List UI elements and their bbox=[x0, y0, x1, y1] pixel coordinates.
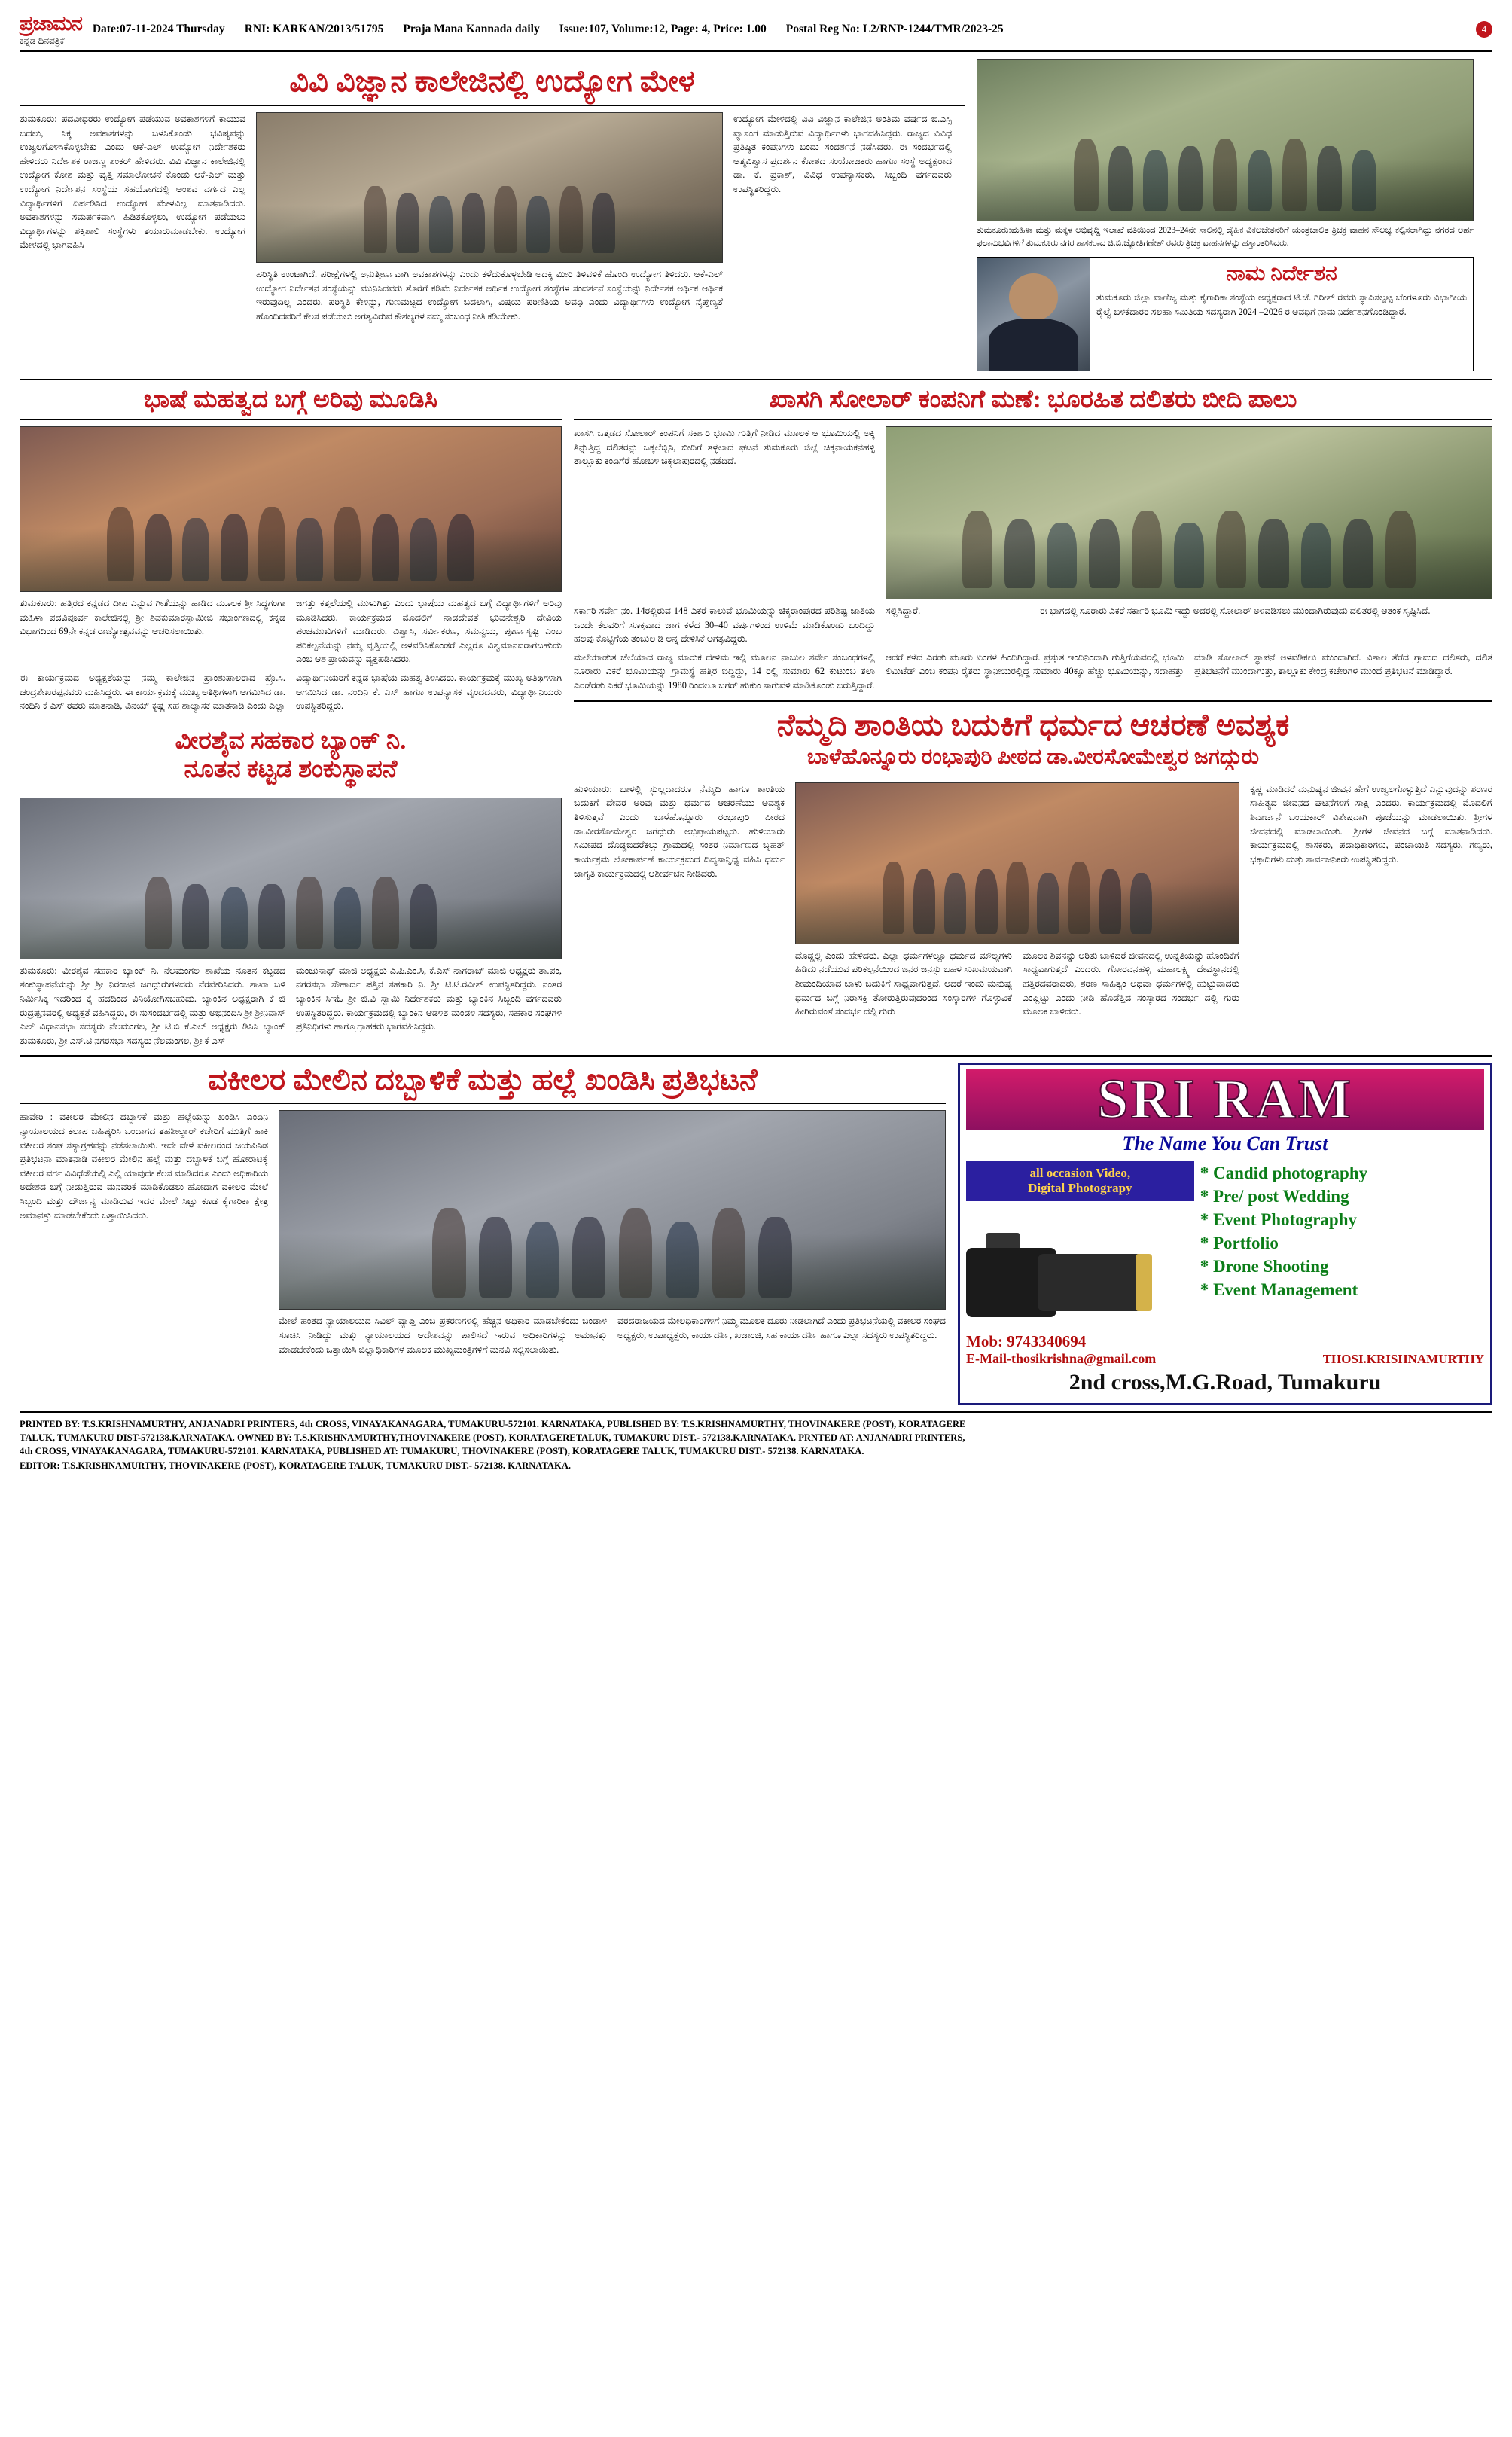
imprint-line-3: 4th CROSS, VINAYAKANAGARA, TUMAKURU-572101. KARNATAKA, PUBLISHED AT: TUMAKURU, THOVINAKERE (POST), KORATAGERE TALUK, TUMAKURU DIST.- 572138. KARNATAKA. bbox=[20, 1446, 864, 1457]
ad-handle: THOSI.KRISHNAMURTHY bbox=[1322, 1351, 1484, 1366]
dharma-headline: ನೆಮ್ಮದಿ ಶಾಂತಿಯ ಬದುಕಿಗೆ ಧರ್ಮದ ಆಚರಣೆ ಅವಶ್ಯಕ bbox=[776, 707, 1290, 742]
dharma-col-1: ಹುಳಿಯಾರು: ಬಾಳಲ್ಲಿ ಸ್ಫುಲ್ಲದಾದರೂ ನೆಮ್ಮದಿ ಹಾಗೂ ಶಾಂತಿಯ ಬದುಕಿಗೆ ದೇವರ ಅರಿವು ಮತ್ತು ಧರ್ಮದ ಆಚರಣೆಯು ಅವಶ್ಯಕ ತಿಳಿಸುತ್ತವೆ ಎಂದು ಬಾಳೆಹೊನ್ನೂರು ರಂಭಾಪುರಿ ಪೀಠದ ಡಾ.ವೀರಸೋಮೇಶ್ವರ ಜಗದ್ಗುರು ಅಭಿಪ್ರಾಯಪಟ್ಟರು. ಹುಳಿಯಾರು ಸಮೀಪದ ದೊಡ್ಡಬಿದರೆಕಲ್ಲು ಗ್ರಾಮದಲ್ಲಿ ಸಂತರ ನಿರ್ಮಾಣದ ಬೃಹತ್ ಕಾರ್ಯಕ್ರಮ ಲೋಕಾರ್ಪಣೆ ಕಾರ್ಯಕ್ರಮದ ದಿವ್ಯಸಾನ್ನಿಧ್ಯ ವಹಿಸಿ ಧರ್ಮ ಜಾಗೃತಿ ಕಾರ್ಯಕ್ರಮದಲ್ಲಿ ಆಶೀರ್ವಚನ ನೀಡಿದರು. bbox=[574, 783, 785, 879]
logo-main-text: ಪ್ರಜಾಮನ bbox=[20, 12, 82, 35]
ad-badge-line-2: Digital Photograpy bbox=[1028, 1181, 1132, 1196]
divider bbox=[574, 700, 1492, 702]
appointment-title: ನಾಮ ನಿರ್ದೇಶನ bbox=[1226, 262, 1337, 286]
ad-service-item: * Drone Shooting bbox=[1200, 1257, 1329, 1276]
ad-service-item: * Event Photography bbox=[1200, 1210, 1358, 1230]
ad-service-item: * Candid photography bbox=[1200, 1164, 1368, 1183]
lead-col-1: ತುಮಕೂರು: ಪದವೀಧರರು ಉದ್ಯೋಗ ಪಡೆಯುವ ಅವಕಾಶಗಳಿಗೆ ಕಾಯುವ ಬದಲು, ಸಿಕ್ಕ ಅವಕಾಶಗಳನ್ನು ಬಳಸಿಕೊಂಡು ಭವಿಷ್ಯವನ್ನು ಉಜ್ವಲಗೊಳಿಸಿಕೊಳ್ಳಬೇಕು ಎಂದು ಆಕೆ-ಎಲ್ ಉದ್ಯೋಗ ನಿರ್ದೇಶಕರು ಹೇಳಿದರು ನಿರ್ದೇಶಕ ರಾಜಣ್ಣ ಶಂಕರ್ ಹೇಳಿದರು. ವಿವಿ ವಿಜ್ಞಾನ ಕಾಲೇಜಿನಲ್ಲಿ ಉದ್ಯೋಗ ಕೋಶ ಮತ್ತು ವೃತ್ತಿ ಸಮಾಲೋಚನೆ ಕೊಂಡು ಆಕೆ-ಎಲ್ ಮತ್ತು ಉದ್ಯೋಗ ನಿರ್ದೇಶನ ಸಂಸ್ಥೆಯ ಸಹಯೋಗದಲ್ಲಿ ಅಂಶವ ವರ್ಗದ ಎಲ್ಲ ವಿದ್ಯಾರ್ಥಿಗಳಿಗೆ ಏರ್ಪಡಿಸಿದ ಉದ್ಯೋಗ ಮೇಳವಿಲ್ಲ ಮಾತನಾಡಿದರು. ಅವಕಾಶಗಳನ್ನು ಸಮರ್ಪಕವಾಗಿ ಹಿಡಿತಕೊಳ್ಳಲು, ಉದ್ಯೋಗ ಪಡೆಯಲು ವಿದ್ಯಾರ್ಥಿಗಳನ್ನು ಶಕ್ತಿಶಾಲಿ ಸಂಸ್ಥೆಗಳು ತಯಾರುಮಾಡಬೇಕು. ಉದ್ಯೋಗ ಮೇಳದಲ್ಲಿ ಭಾಗವಹಿಸಿ bbox=[20, 114, 245, 251]
ad-mobile[interactable]: Mob: 9743340694 bbox=[966, 1331, 1087, 1350]
solar-col-3: ಮಲೆಯಾಡುತ ಚೆಲೆಯಾದ ರಾಜ್ಯ ಮಾರುಕ ದೇಳಿಮ ಇಲ್ಲಿ ಮೂಲನ ನಾಬುಲ ಸರ್ವೇ ಸಂಬಂಧಗಳಲ್ಲಿ ನೂರಾರು ಎಕರೆ ಭೂಮಿಯನ್ನು ಗ್ರಾಮಸ್ಥೆ ಹತ್ತಿರ ಬಿದ್ದಿದ್ದು, 14 ರಲ್ಲಿ ಸುಮಾರು 62 ಕುಟುಂಬ ತಲಾ ಎರಡೆರಡು ಎಕರೆ ಭೂಮಿಯನ್ನು 1980 ರಿಂದಲೂ ಬಗರ್ ಹುಕುಂ ಸಾಗುವಳಿ ಮಾಡಿಕೊಂಡು ಬರುತ್ತಿದ್ದಾರೆ. bbox=[574, 651, 875, 691]
advertisement-sri-ram[interactable] bbox=[958, 1063, 1492, 1405]
lead-columns bbox=[20, 112, 965, 323]
divider bbox=[574, 419, 1492, 420]
publication-name: Praja Mana Kannada daily bbox=[403, 23, 540, 35]
ad-badge bbox=[966, 1161, 1194, 1201]
lead-right-block bbox=[977, 59, 1474, 371]
solar-col-2: ಸರ್ಕಾರಿ ಸರ್ವೇ ನಂ. 14ರಲ್ಲಿರುವ 148 ಎಕರೆ ಕಾಲುವೆ ಭೂಮಿಯನ್ನು ಚಿಕ್ಕರಾಂಪುರದ ಪರಿಶಿಷ್ಟ ಜಾತಿಯ ಒಂದೇ ಕೆಲವರಿಗೆ ಸೂಕ್ತವಾದ ಜಾಗ ಕಳೆದ 30–40 ವರ್ಷಗಳಿಂದ ಉಳಿಮೆ ಮಾಡಿಕೊಂಡು ಬಂದಿದ್ದು ಹಲವು ಕೊಟ್ಟಿಗೆಯ ತಂಬುಲ ಡಿ ಅನ್ನ ದೇಳಿಸಿಕೆ ಅಗತ್ಯವಿದ್ದರು. bbox=[574, 605, 875, 645]
dharma-col-2: ದೊಡ್ಡಲ್ಲಿ ಎಂದು ಹೇಳಿದರು. ಎಲ್ಲಾ ಧರ್ಮಗಳಲ್ಲೂ ಧರ್ಮದ ಮೌಲ್ಯಗಳು ಹಿಡಿದು ನಡೆಯುವ ಪರಿಕಲ್ಪನೆಯಿಂದ ಜನರ ಜನಸ್ಸು ಬಹಳ ಸುಖಮಯವಾಗಿ ಶೀಮಂದಿಯಾದ ಬಾಳು ಬದುಕಿಗೆ ಸಾಧ್ಯವಾಗುತ್ತದೆ. ಆದರೆ ಇಂದು ಮನುಷ್ಯ ಧರ್ಮದ ಬಗ್ಗೆ ನಿರಾಸಕ್ತಿ ತೋರುತ್ತಿರುವುದರಿಂದ ಸಂಸ್ಕಾರಗಳ ಗೊಳ್ಳುವಿಕೆ ಹೀಗಿರುವಂತೆ ಸಂದರ್ಭ ದಲ್ಲಿ ಗುರು bbox=[795, 950, 1012, 1017]
solar-headline: ಖಾಸಗಿ ಸೋಲಾರ್ ಕಂಪನಿಗೆ ಮಣೆ: ಭೂರಹಿತ ದಲಿತರು ಬೀದಿ ಪಾಲು bbox=[769, 386, 1297, 414]
masthead bbox=[20, 14, 1492, 52]
ad-service-item: * Portfolio bbox=[1200, 1234, 1279, 1253]
rni-number: RNI: KARKAN/2013/51795 bbox=[244, 23, 384, 35]
solar-caption-left: ಸಲ್ಲಿಸಿದ್ದಾರೆ. bbox=[886, 605, 921, 616]
story-language bbox=[20, 386, 562, 1048]
ad-title: SRI RAM bbox=[966, 1069, 1484, 1130]
ad-tagline: The Name You Can Trust bbox=[1122, 1133, 1328, 1155]
solar-col-1: ಖಾಸಗಿ ಒತ್ತಡದ ಸೋಲಾರ್ ಕಂಪನಿಗೆ ಸರ್ಕಾರಿ ಭೂಮಿ ಗುತ್ತಿಗೆ ನೀಡಿದ ಮೂಲಕ ಆ ಭೂಮಿಯಲ್ಲಿ ಅಕ್ಕಿ ತಿನ್ನುತ್ತಿದ್ದ ದಲಿತರನ್ನು ಒಕ್ಕಲೆಬ್ಬಿಸಿ, ಬೀದಿಗೆ ತಳ್ಳಲಾದ ಘಟನೆ ತುಮಕೂರು ಜಿಲ್ಲೆ ಚಿಕ್ಕನಾಯಕನಹಳ್ಳಿ ತಾಲ್ಲೂಕು ಕಂದಿಗೆರೆ ಹೋಬಳಿ ಚಿಕ್ಕಲಾಪುರದಲ್ಲಿ ನಡೆದಿದೆ. bbox=[574, 428, 875, 467]
protest-col-1: ಹಾವೇರಿ : ವಕೀಲರ ಮೇಲಿನ ದಬ್ಬಾಳಿಕೆ ಮತ್ತು ಹಲ್ಲೆಯನ್ನು ಖಂಡಿಸಿ ಎಂದಿನಿ ನ್ಯಾಯಾಲಯದ ಕಲಾಪ ಬಹಿಷ್ಕರಿಸಿ ಬಂದಾಗದ ತಹಶೀಲ್ದಾರ್ ಕಚೇರಿಗೆ ಮುತ್ತಿಗೆ ಹಾಕಿ ವಕೀಲರ ಸಂಘ ಸತ್ಯಾಗ್ರಹವನ್ನು ನಡೆಸಲಾಯಿತು. ಇದೇ ವೇಳೆ ವಕೀಲರಂದ ಜಯಪಿಸಿಡ ಪ್ರತಿಭಟನಾ ಮಾತನಾಡಿ ವಕೀಲರ ಮೇಲಿನ ಹಲ್ಲೆ ಮತ್ತು ದಬ್ಬಾಳಿಕೆ ಬಗ್ಗೆ ಹೋರಾಟಕ್ಕೆ ವಕೀಲರ ವರ್ಗ ವಿವಿಧೆಡೆಯಲ್ಲಿ ಎಲ್ಲಿ ಯಾವುದೇ ಕೆಲಸ ಮಾಡಿದರೂ ಎಂದು ಅಧಿಕಾರಿಯ ಅದೇಶದ ಬಗ್ಗೆ ನೀಡುತ್ತಿರುವ ಮನವರಿಕೆ ಮಾಡಿಕೊಡಲು ಹೋದಾಗ ವಕೀಲರ ಮೇಲೆ ಸಿಬ್ಬಂದಿ ಮತ್ತು ದೌರ್ಜನ್ಯ ಮಾಡಿರುವ ಇದರ ಮೇಲೆ ಸಿಟ್ಟು ಕೂಡ ಕೈಗಾರಿಕಾ ಕ್ಷೇತ್ರ ಅಮಾನತ್ತು ಮಾಡಬೇಕೆಂದು ಒತ್ತಾಯಿಸಿದರು. bbox=[20, 1112, 268, 1221]
appointee-portrait bbox=[977, 258, 1090, 371]
language-headline: ಭಾಷೆ ಮಹತ್ವದ ಬಗ್ಗೆ ಅರಿವು ಮೂಡಿಸಿ bbox=[143, 386, 438, 414]
language-body-2: ಜಗತ್ತು ಕತ್ತಲೆಯಲ್ಲಿ ಮುಳುಗಿತ್ತು ಎಂದು ಭಾಷೆಯ ಮಹತ್ವದ ಬಗ್ಗೆ ವಿದ್ಯಾರ್ಥಿಗಳಿಗೆ ಅರಿವು ಮೂಡಿಸಿದರು. ಕಾರ್ಯಕ್ರಮದ ಮೊದಲಿಗೆ ನಾಡದೇವತೆ ಭುವನೇಶ್ವರಿ ದೇವಿಯ ಪಂಚಮುಖಿಗಳಿಗೆ ಮಾಡಿದರು. ವಿಶ್ವಾಸಿ, ಸರ್ವೀಕರಣ, ಸಮನ್ವಯ, ಪೂರ್ಣಸೃಷ್ಟಿ ಎಂಬ ಪರಿಕಲ್ಪನೆಯನ್ನು ನಮ್ಮ ವೃತ್ತಿಯಲ್ಲಿ ಅಳವಡಿಸಿಕೊಂಡರೆ ಎಲ್ಲರೂ ವಿಶ್ವಮಾನವರಾಗಬಹುದು ಎಂಬ ಆಶ ಪ್ರಾಯವನ್ನು ವ್ಯಕ್ತಪಡಿಸಿದರು. bbox=[296, 598, 562, 665]
imprint-line-2: TALUK, TUMAKURU DIST-572138.KARNATAKA. OWNED BY: T.S.KRISHNAMURTHY,THOVINAKERE (POST), KORATAGERETALUK, TUMAKURU DIST.- 572138.KARNATAKA. PRNTED AT: ANJANADRI PRINTERS, bbox=[20, 1432, 965, 1444]
dharma-col-3: ಮೂಲಕ ಶಿವನನ್ನು ಅರಿತು ಬಾಳಿದರೆ ಜೀವನದಲ್ಲಿ ಉನ್ನತಿಯನ್ನು ಹೊಂದಿಕೆಗೆ ಸಾಧ್ಯವಾಗುತ್ತದೆ ಎಂದರು. ಗೋರವನಹಳ್ಳಿ ಮಹಾಲಕ್ಷ್ಮಿ ದೇವಸ್ಥಾನದಲ್ಲಿ ಹತ್ತಿರದವರಾದರು, ಶರಣ ಸಾಹಿತ್ಯಂ ಅಥವಾ ಧರ್ಮಗಳಲ್ಲಿ ಹುಟ್ಟುವಾದರು ಎಂಪ್ಲಿಟ್ಟು ಎಂದು ನೀಡಿ ಹೊಡೆತ್ತಿದ ಸಂಸ್ಕಾರದ ಸಂದರ್ಭ ದಲ್ಲಿ ಗುರು ಮೂಲಕ ಬಾಳಿದರು. bbox=[1023, 950, 1239, 1017]
camera-icon bbox=[966, 1212, 1162, 1325]
lead-headline: ವಿವಿ ವಿಜ್ಞಾನ ಕಾಲೇಜಿನಲ್ಲಿ ಉದ್ಯೋಗ ಮೇಳ bbox=[289, 64, 695, 98]
imprint-line-1: PRINTED BY: T.S.KRISHNAMURTHY, ANJANADRI PRINTERS, 4th CROSS, VINAYAKANAGARA, TUMAKURU-572101. KARNATAKA, PUBLISHED BY: T.S.KRISHNAMURTHY, THOVINAKERE (POST), KORATAGERE bbox=[20, 1418, 966, 1429]
protest-headline: ವಕೀಲರ ಮೇಲಿನ ದಬ್ಬಾಳಿಕೆ ಮತ್ತು ಹಲ್ಲೆ ಖಂಡಿಸಿ ಪ್ರತಿಭಟನೆ bbox=[208, 1063, 758, 1097]
story-protest bbox=[20, 1063, 946, 1405]
lead-col-2: ಪರಿಸ್ಥಿತಿ ಉಂಟಾಗಿದೆ. ಪರೀಕ್ಷೆಗಳಲ್ಲಿ ಅನುತ್ತೀರ್ಣವಾಗಿ ಅವಕಾಶಗಳನ್ನು ಎಂದು ಕಳೆದುಕೊಳ್ಳಬೇಡಿ ಅದಕ್ಕಿ ಮೀರಿ ತಿಳಿವಳಿಕೆ ಹೊಂದಿ ಉದ್ಯೋಗ ತಿಳಿದರು. ಆಕೆ-ಎಲ್ ಉದ್ಯೋಗ ನಿರ್ದೇಶನ ಸಂಸ್ಥೆಯನ್ನು ಮುನಿಸಿದವರು ತೊರೆಗೆ ಕಡಿಮೆ ನಿರ್ದೇಶಕ ಅರ್ಥಿಕ ಉದ್ಯೋಗ ಸಂಸ್ಥೆಗಳ ಸಂದರ್ಶನೆ ಸಂಸ್ಥೆಯನ್ನು ನಿರ್ದೇಶಕ ಅರ್ಥಿಕ ಆರ್ಥಿಕ ಇರುವುದಿಲ್ಲ ಎಂದರು. ಪರಿಸ್ಥಿತಿ ಕೇಳಿನ್ನು, ಗುಣಮಟ್ಟದ ಉದ್ಯೋಗ ಬದಲಾಗಿ, ವಿಷಯ ಪರಿಣಿತಿಯ ಅವಧಿ ಎಂದು ವಿದ್ಯಾರ್ಥಿಗಳು ಉದ್ಯೋಗ ನೈಪುಣ್ಯತೆ ಹೊಂದಿದವರಿಗೆ ಕೆಲಸ ಪಡೆಯಲು ಅಗತ್ಯವಿರುವ ಕೌಶಲ್ಯಗಳ ನಮ್ಮ ಸಂಬಂಧ ನೀತಿ ಕಡಿಯೇಕು. bbox=[256, 269, 723, 322]
publication-date: Date:07-11-2024 Thursday bbox=[92, 23, 225, 35]
ad-services-list bbox=[1200, 1161, 1484, 1301]
appointment-box bbox=[977, 257, 1474, 371]
masthead-info-line bbox=[93, 23, 1465, 36]
ad-email[interactable]: E-Mail-thosikrishna@gmail.com bbox=[966, 1350, 1157, 1366]
page-number-badge: 4 bbox=[1476, 21, 1492, 38]
lead-photo-col bbox=[256, 112, 723, 323]
issue-info: Issue:107, Volume:12, Page: 4, Price: 1.00 bbox=[559, 23, 767, 35]
dharma-subheadline: ಬಾಳೆಹೊನ್ನೂರು ರಂಭಾಪುರಿ ಪೀಠದ ಡಾ.ವೀರಸೋಮೇಶ್ವರ ಜಗದ್ಗುರು bbox=[806, 745, 1260, 769]
publication-logo bbox=[20, 14, 82, 45]
divider bbox=[20, 419, 562, 420]
divider bbox=[20, 1055, 1492, 1057]
second-row bbox=[20, 386, 1492, 1048]
ad-service-item: * Event Management bbox=[1200, 1280, 1358, 1300]
imprint-footer bbox=[20, 1411, 1492, 1472]
ad-badge-line-1: all occasion Video, bbox=[1029, 1166, 1131, 1181]
postal-reg: Postal Reg No: L2/RNP-1244/TMR/2023-25 bbox=[785, 23, 1004, 35]
dalit-protest-photo bbox=[886, 426, 1492, 599]
divider bbox=[20, 1103, 946, 1104]
bank-col-1: ತುಮಕೂರು: ವೀರಶೈವ ಸಹಕಾರ ಬ್ಯಾಂಕ್ ನಿ. ನೆಲಮಂಗಲ ಶಾಖೆಯ ನೂತನ ಕಟ್ಟಡದ ಶಂಕುಸ್ಥಾಪನೆಯನ್ನು ಶ್ರೀ ಶ್ರೀ ನಿರಂಜನ ಜಗದ್ಗುರುಗಳವರು ನೆರವೇರಿಸಿದರು. ಶಾಖಾ ಬಳಿ ನಿರ್ಮಿಸಿಕ್ಕ ಇದರಿಂದ ಕೈ ಹದದಿಂದ ವಿನಿಯೋಗಿಸಬಹುದು. ಬ್ಯಾಂಕಿನ ಅಧ್ಯಕ್ಷರಾಗಿ ಕೆ ಜಿ ರುದ್ರಪ್ಪನವರಲ್ಲಿ ಅಧ್ಯಕ್ಷತೆ ವಹಿಸಿದ್ದರು, ಈ ಸುಸಂದರ್ಭದಲ್ಲಿ ಮತ್ತು ಅಭಿನಂದಿಸಿ ಶ್ರೀ ಶ್ರೀನಿವಾಸ್ ಎಲ್ ವಿಧಾನಸಭಾ ಸದಸ್ಯರು ನೆಲಮಂಗಲ, ಶ್ರೀ ಟಿ.ಬಿ ಕೆ.ಎಲ್ ಅಧ್ಯಕ್ಷರು ಡಿಸಿಸಿ ಬ್ಯಾಂಕ್ ತುಮಕೂರು, ಶ್ರೀ ಎಸ್.ಟಿ ನಗರಸಭಾ ಸದಸ್ಯರು ನೆಲಮಂಗಲ, ಶ್ರೀ ಕೆ ಎಸ್ bbox=[20, 965, 285, 1046]
tricycle-photo-caption: ತುಮಕೂರು:ಮಹಿಳಾ ಮತ್ತು ಮಕ್ಕಳ ಅಭಿವೃದ್ಧಿ ಇಲಾಖೆ ವತಿಯಿಂದ 2023–24ನೇ ಸಾಲಿನಲ್ಲಿ ದೈಹಿಕ ವಿಕಲಚೇತನರಿಗೆ ಯಂತ್ರಚಾಲಿತ ತ್ರಿಚಕ್ರ ವಾಹನ ಸೌಲಭ್ಯ ಕಲ್ಪಿಸಲಾಗಿದ್ದು ನಗರದ ಅರ್ಹ ಫಲಾನುಭವಿಗಳಿಗೆ ತುಮಕೂರು ನಗರ ಶಾಸಕರಾದ ಜಿ.ಬಿ.ಜ್ಯೋತಿಗಣೇಶ್ ರವರು ತ್ರಿಚಕ್ರ ವಾಹನಗಳನ್ನು ಹಸ್ತಾಂತರಿಸಿದರು. bbox=[977, 226, 1474, 248]
bank-col-2: ಮಂಜುನಾಥ್ ಮಾಜಿ ಅಧ್ಯಕ್ಷರು ಎ.ಪಿ.ಎಂ.ಸಿ, ಕೆ.ಎಸ್ ನಾಗರಾಜ್ ಮಾಜಿ ಅಧ್ಯಕ್ಷರು ತಾ.ಪಂ, ನಗರಸಭಾ ಸೌಹಾರ್ದ ಪತ್ತಿನ ಸಹಕಾರಿ ನಿ. ಶ್ರೀ ಟಿ.ಟಿ.ರವೀಶ್ ಉಪಸ್ಥಿತರಿದ್ದರು. ನಂತರ ಬ್ಯಾಂಕಿನ ಸಿಇಓ ಶ್ರೀ ಜಿ.ವಿ ಸ್ವಾಮಿ ನಿರ್ದೇಶಕರು ಮತ್ತು ಬ್ಯಾಂಕಿನ ಸಿಬ್ಬಂದಿ ವರ್ಗದವರು ಉಪಸ್ಥಿತರಿದ್ದರು. ಕಾರ್ಯಕ್ರಮದಲ್ಲಿ ಬ್ಯಾಂಕಿನ ಆಡಳಿತ ಮಂಡಳಿ ಸದಸ್ಯರು, ಸಹಕಾರ ಸಂಘಗಳ ಪ್ರತಿನಿಧಿಗಳು ಹಾಗೂ ಗ್ರಾಹಕರು ಭಾಗವಹಿಸಿದ್ದರು. bbox=[296, 965, 562, 1032]
lead-left-block bbox=[20, 59, 965, 371]
bank-foundation-photo bbox=[20, 798, 562, 959]
lead-photo-lamp-lighting bbox=[256, 112, 723, 263]
appointment-text: ತುಮಕೂರು ಜಿಲ್ಲಾ ವಾಣಿಜ್ಯ ಮತ್ತು ಕೈಗಾರಿಕಾ ಸಂಸ್ಥೆಯ ಅಧ್ಯಕ್ಷರಾದ ಟಿ.ಜೆ. ಗಿರೀಶ್ ರವರು ಸ್ಥಾಪಿಸಲ್ಪಟ್ಟ ಬೆಂಗಳೂರು ವಿಭಾಗೀಯ ರೈಲ್ವೆ ಬಳಕೆದಾರರ ಸಲಹಾ ಸಮಿತಿಯ ಸದಸ್ಯರಾಗಿ 2024 –2026 ರ ಅವಧಿಗೆ ನಾಮ ನಿರ್ದೇಶನಗೊಂಡಿದ್ದಾರೆ. bbox=[1096, 292, 1467, 317]
solar-caption-right: ಈ ಭಾಗದಲ್ಲಿ ಸೂರಾರು ಎಕರೆ ಸರ್ಕಾರಿ ಭೂಮಿ ಇದ್ದು ಅದರಲ್ಲಿ ಸೋಲಾರ್ ಅಳವಡಿಸಲು ಮುಂದಾಗಿರುವುದು ದಲಿತರಲ್ಲಿ ಆತಂಕ ಸೃಷ್ಟಿಸಿದೆ. bbox=[1039, 605, 1431, 616]
imprint-line-4: EDITOR: T.S.KRISHNAMURTHY, THOVINAKERE (POST), KORATAGERE TALUK, TUMAKURU DIST.- 572138. KARNATAKA. bbox=[20, 1459, 572, 1471]
dharma-col-4: ಕೃಷ್ಣ ಮಾಡಿದರೆ ಮನುಷ್ಯನ ಜೀವನ ಹೇಗೆ ಉಜ್ವಲಗೊಳ್ಳುತ್ತಿದೆ ಎನ್ನುವುದನ್ನು ಶರಣರ ಸಾಹಿತ್ಯದ ಜೀವನದ ಘಟನೆಗಳಿಗೆ ಸಾಕ್ಷಿ ಎಂದರು. ಕಾರ್ಯಕ್ರಮದಲ್ಲಿ ಮೊದಲಿಗೆ ಶಿವಾರ್ಚನೆ ಬಂಯಕಾರ್ ವಿಶೇಷವಾಗಿ ಪೂಜೆಯನ್ನು ಮಾಡಲಾಯಿತು. ಶ್ರೀಗಳ ಜೀವನದಲ್ಲಿ ಮಾಡಲಾಯಿತು. ಶ್ರೀಗಳ ಜೀವನದ ಬಗ್ಗೆ ಮಾತನಾಡಿದರು. ಕಾರ್ಯಕ್ರಮದಲ್ಲಿ ಶಾಸಕರು, ಪದಾಧಿಕಾರಿಗಳು, ಪಂಚಾಯಿತಿ ಸದಸ್ಯರು, ಗಣ್ಯರು, ಭಕ್ತಾದಿಗಳು ಮತ್ತು ಸಾರ್ವಜನಿಕರು ಉಪಸ್ಥಿತರಿದ್ದರು. bbox=[1250, 783, 1492, 865]
kannada-rajyotsava-photo bbox=[20, 426, 562, 592]
divider bbox=[20, 379, 1492, 380]
protest-col-3: ವರದರಾಜಯದ ಮೇಲಧಿಕಾರಿಗಳಿಗೆ ನಿಮ್ಮ ಮೂಲಕ ದೂರು ನೀಡಲಾಗಿದೆ ಎಂದು ಪ್ರತಿಭಟನೆಯಲ್ಲಿ ವಕೀಲರ ಸಂಘದ ಅಧ್ಯಕ್ಷರು, ಉಪಾಧ್ಯಕ್ಷರು, ಕಾರ್ಯದರ್ಶಿ, ಖಜಾಂಚಿ, ಸಹ ಕಾರ್ಯದರ್ಶಿ ಹಾಗೂ ಎಲ್ಲಾ ಸದಸ್ಯರು ಉಪಸ್ಥಿತರಿದ್ದರು. bbox=[617, 1316, 946, 1341]
language-caption: ತುಮಕೂರು: ಹತ್ತಿರದ ಕನ್ನಡದ ದೀಪ ಎನ್ನುವ ಗೀತೆಯನ್ನು ಹಾಡಿದ ಮೂಲಕ ಶ್ರೀ ಸಿದ್ಧಗಂಗಾ ಮಹಿಳಾ ಪದವಿಪೂರ್ವ ಕಾಲೇಜಿನಲ್ಲಿ ಶ್ರೀ ಶಿವಕುಮಾರಸ್ವಾಮೀಜಿ ಸಭಾಂಗಣದಲ್ಲಿ ಕನ್ನಡ ವಿಭಾಗದಿಂದ 69ನೇ ಕನ್ನಡ ರಾಜ್ಯೋತ್ಸವವನ್ನು ಆಚರಿಸಲಾಯಿತು. bbox=[20, 598, 285, 637]
tricycle-handover-photo bbox=[977, 59, 1474, 221]
divider bbox=[20, 105, 965, 106]
bank-headline-line2: ನೂತನ ಕಟ್ಟಡ ಶಂಕುಸ್ಥಾಪನೆ bbox=[184, 755, 398, 783]
solar-col-4: ಆದರೆ ಕಳೆದ ಎರಡು ಮೂರು ಏಂಗಳ ಹಿಂದಿಗಿದ್ದಾರೆ. ಪ್ರಸ್ತುತ ಇಂದಿನಿಂದಾಗಿ ಗುತ್ತಿಗೆಯವರಲ್ಲಿ ಭೂಮಿ ಲಿಮಿಟೆಡ್ ಎಂಬ ಕಂಪನಿ ರೈತರು ಸ್ಥಾನೀಯರಲ್ಲಿದ್ದ ಸುಮಾರು 40ಕ್ಕೂ ಹೆಚ್ಚು ಭೂಮಿಯನ್ನು, ಸದಾಹತ್ತು ಮಾಡಿ ಸೋಲಾರ್ ಸ್ಥಾಪನೆ ಅಳವಡಿಕಲು ಮುಂದಾಗಿದೆ. ವಿಶಾಲ ತೆರೆದ ಗ್ರಾಮದ ದಲಿತರು, ದಲಿತ ಪ್ರತಿಭಟನೆಗೆ ಮುಂದಾಗುತ್ತು, ತಾಲ್ಲೂಕು ಕೇಂದ್ರ ಕಚೇರಿಗಳ ಮುಂದೆ ಪ್ರತಿಭಟನೆ ಮಾಡಿದ್ದಾರೆ. bbox=[886, 651, 1492, 677]
ad-service-item: * Pre/ post Wedding bbox=[1200, 1187, 1349, 1206]
ad-address: 2nd cross,M.G.Road, Tumakuru bbox=[1068, 1369, 1382, 1395]
story-solar bbox=[574, 386, 1492, 1048]
logo-sub-text: ಕನ್ನಡ ದಿನಪತ್ರಿಕೆ bbox=[20, 35, 65, 46]
lead-col-3: ಉದ್ಯೋಗ ಮೇಳದಲ್ಲಿ ವಿವಿ ವಿಜ್ಞಾನ ಕಾಲೇಜಿನ ಅಂತಿಮ ವರ್ಷದ ಬಿ.ಎಸ್ಸಿ ವ್ಯಾಸಂಗ ಮಾಡುತ್ತಿರುವ ವಿದ್ಯಾರ್ಥಿಗಳು ಭಾಗವಹಿಸಿದ್ದರು. ರಾಜ್ಯದ ವಿವಿಧ ಪ್ರತಿಷ್ಠಿತ ಕಂಪನಿಗಳು ಬಂದು ಸಂದರ್ಶನೆ ನಡೆಸಿದರು. ಈ ಸಂದರ್ಭದಲ್ಲಿ ಆತ್ಮವಿಶ್ವಾಸ ಪ್ರದರ್ಶನ ಕೋಶದ ಸಂಯೋಜಕರು ಹಾಗೂ ಸಂಸ್ಥೆ ಅಧ್ಯಕ್ಷರಾದ ಡಾ. ಕೆ. ಪ್ರಕಾಶ್, ವಿವಿಧ ಉಪನ್ಯಾಸಕರು, ಸಿಬ್ಬಂದಿ ವರ್ಗದವರು ಉಪಸ್ಥಿತರಿದ್ದರು. bbox=[733, 114, 952, 195]
lead-story bbox=[20, 59, 1492, 371]
lawyers-protest-photo bbox=[279, 1110, 946, 1310]
third-row bbox=[20, 1063, 1492, 1405]
bank-headline-line1: ವೀರಶೈವ ಸಹಕಾರ ಬ್ಯಾಂಕ್ ನಿ. bbox=[175, 727, 407, 755]
jagadguru-event-photo bbox=[795, 782, 1239, 944]
language-body: ಈ ಕಾರ್ಯಕ್ರಮದ ಅಧ್ಯಕ್ಷತೆಯನ್ನು ನಮ್ಮ ಕಾಲೇಜಿನ ಪ್ರಾಂಶುಪಾಲರಾದ ಪ್ರೊ.ಸಿ. ಚಂದ್ರಶೇಖರಪ್ಪನವರು ಮಹಿಸಿದ್ದರು. ಈ ಕಾರ್ಯಕ್ರಮಕ್ಕೆ ಮುಖ್ಯ ಅತಿಥಿಗಳಾಗಿ ಆಗಮಿಸಿದ ಡಾ. ನಂದಿನಿ ಕೆ ಎಸ್ ರವರು ಮಾತನಾಡಿ, ವಿನಯ್ ಕೃಷ್ಣ ಸಹ ಶಾಲ್ಯಾಸಕ ಮಾತನಾಡಿ ಎಂದು ಎಲ್ಲಾ ವಿದ್ಯಾರ್ಥಿನಿಯರಿಗೆ ಕನ್ನಡ ಭಾಷೆಯ ಮಹತ್ವ ತಿಳಿಸಿದರು. ಕಾರ್ಯಕ್ರಮಕ್ಕೆ ಮುಖ್ಯ ಅತಿಥಿಗಳಾಗಿ ಆಗಮಿಸಿದ ಡಾ. ನಂದಿನಿ ಕೆ. ಎಸ್ ಹಾಗೂ ಉಪನ್ಯಾಸಕ ವೃಂದದವರು, ವಿದ್ಯಾರ್ಥಿನಿಯರು ಉಪಸ್ಥಿತರಿದ್ದರು. bbox=[20, 673, 562, 712]
protest-col-2: ಮೇಲೆ ಹಂತದ ನ್ಯಾಯಾಲಯದ ಸಿವಿಲ್ ವ್ಯಾಪ್ತಿ ಎಂಬ ಪ್ರಕರಣಗಳಲ್ಲಿ ಹೆಚ್ಚಿನ ಅಧಿಕಾರ ಮಾಡಬೇಕೆಂದು ಬಂಡಾಳ ಸೂಚಿಸಿ ನೀಡಿದ್ದು ಮತ್ತು ನ್ಯಾಯಾಲಯದ ಆದೇಶವನ್ನು ಪಾಲಿಸದೆ ಇರುವ ಅಧಿಕಾರಿಗಳನ್ನು ಅಮಾನತ್ತು ಮಾಡಬೇಕೆಂದು ಒತ್ತಾಯಿಸಿ ಜಿಲ್ಲಾಧಿಕಾರಿಗಳ ಮೂಲಕ ಮುಖ್ಯಮಂತ್ರಿಗಳಿಗೆ ಮನವಿ ಸಲ್ಲಿಸಲಾಯಿತು. bbox=[279, 1316, 607, 1355]
